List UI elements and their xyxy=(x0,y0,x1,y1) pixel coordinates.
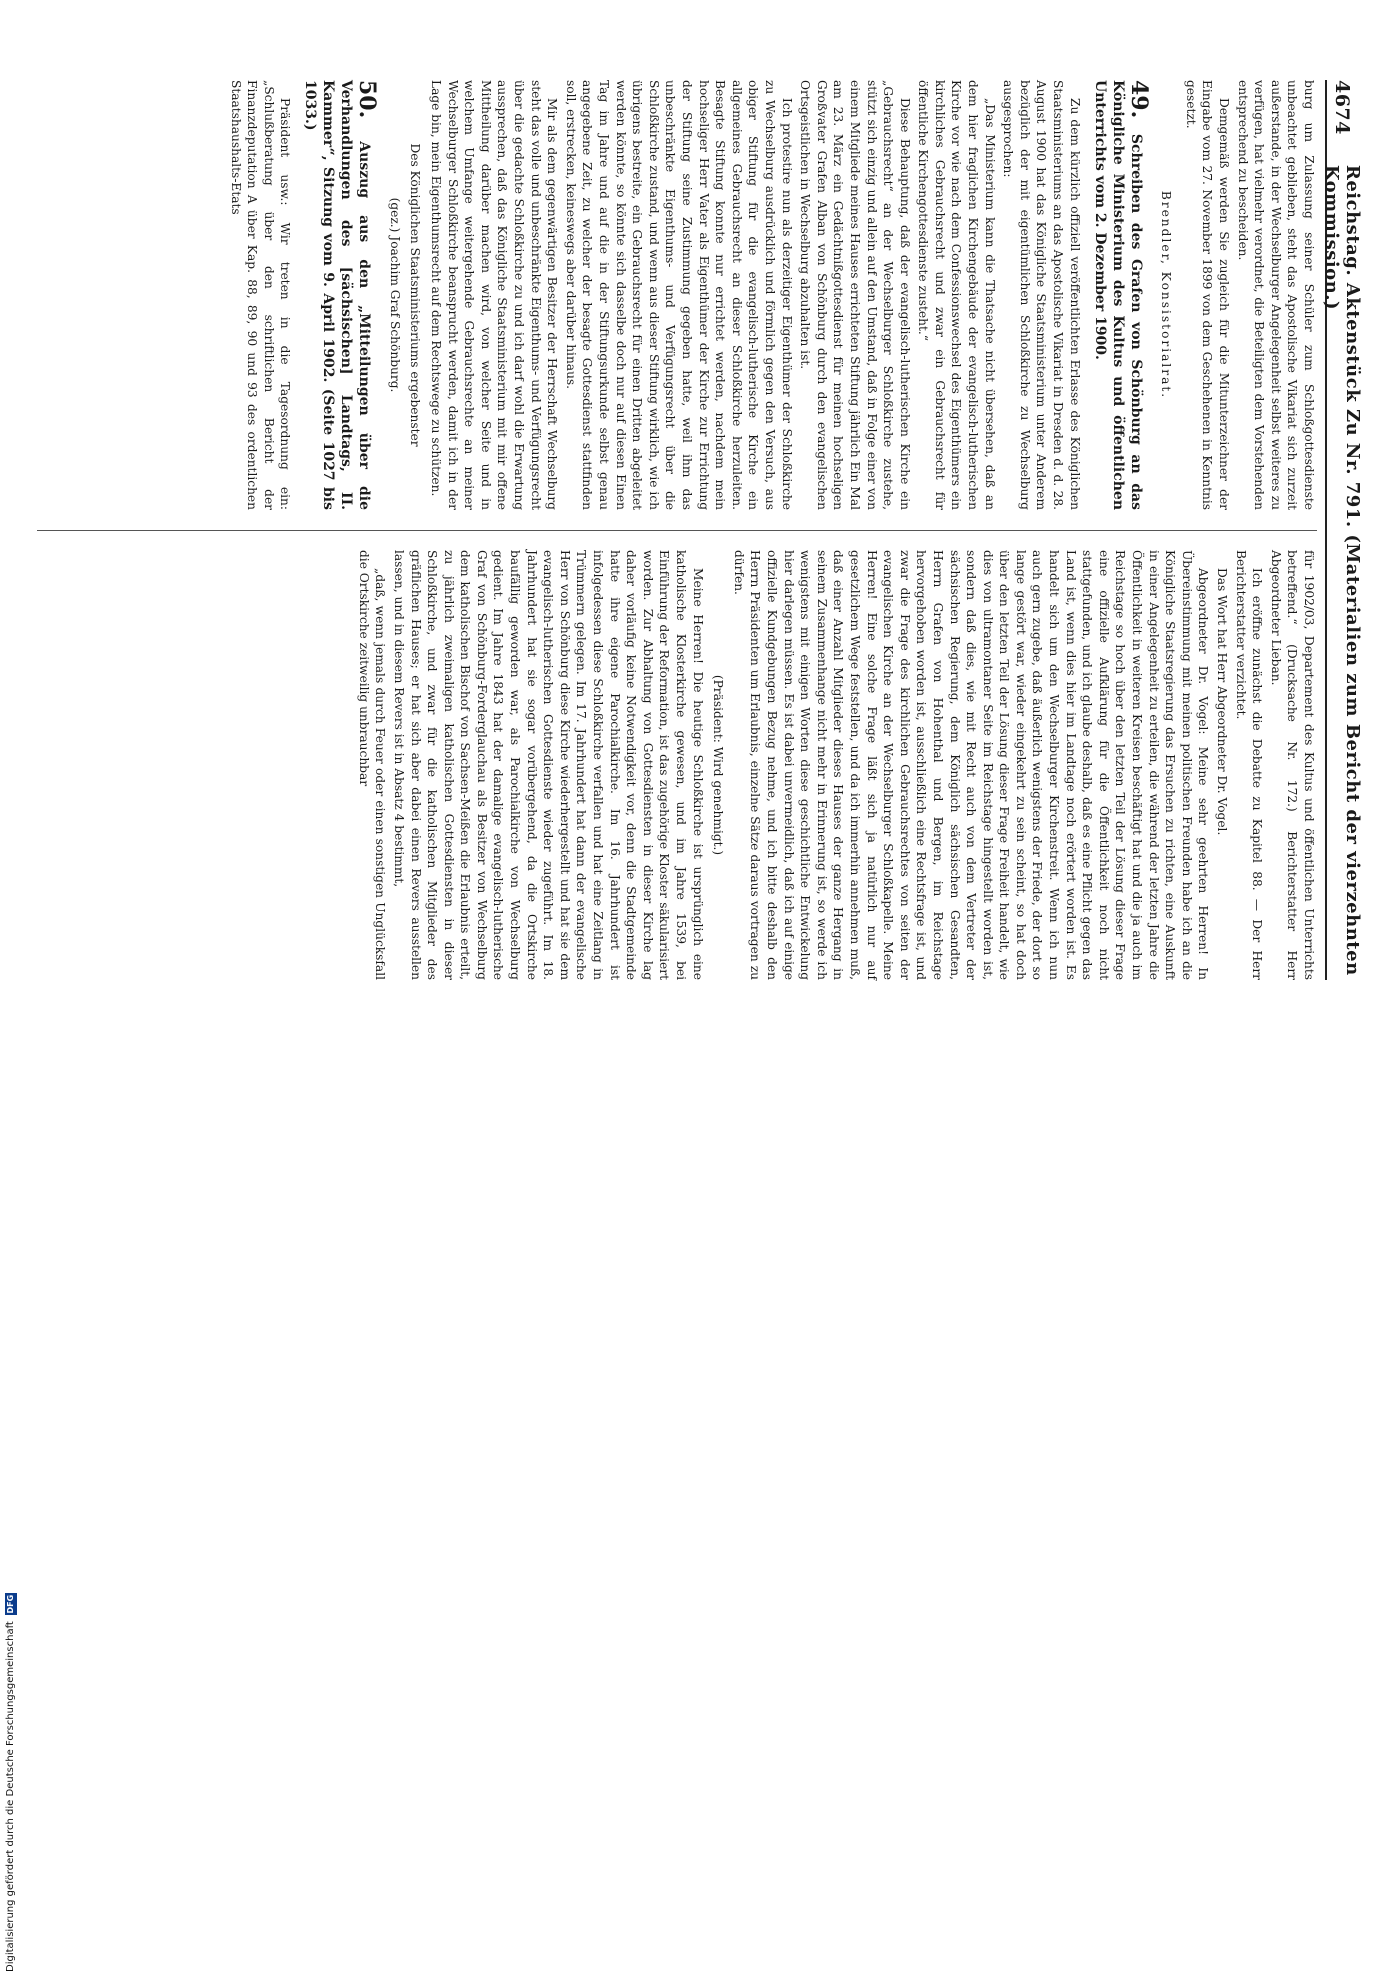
footer-credit xyxy=(2,972,20,1982)
section-title: Schreiben des Grafen von Schönburg an das Königliche Ministerium des Kultus und öffentlichen Unterrichts vom 2. Dezember 1900. xyxy=(1091,80,1144,511)
paragraph: Meine Herren! Die heutige Schloßkirche ist ursprünglich eine katholische Klosterkirche gewesen, und im Jahre 1539, bei Einführung der Reformation, ist das zugehörige Kloster säkularisiert worden. Zur Abhaltung von Gottesdiensten in dieser Kirche lag daher vorläufig keine Notwendigkeit vor, denn die Stadtgemeinde hatte ihre eigene Parochialkirche. Im 16. Jahrhundert ist infolgedessen diese Schloßkirche verfallen und hat eine Zeitlang in Trümmern gelegen. Im 17. Jahrhundert hat dann der evangelische Herr von Schönburg diese Kirche wiederhergestellt und hat sie dem evangelisch-lutherischen Gottesdienste wieder zugeführt. Im 18. Jahrhundert hat sie sogar vorübergehend, da die Ortskirche baufällig geworden war, als Parochialkirche von Wechselburg gedient. Im Jahre 1843 hat der damalige evangelisch-lutherische Graf von Schönburg-Forderglauchau als Besitzer von Wechselburg dem katholischen Bischof von Sachsen-Meißen die Erlaubnis erteilt, zu jährlich zweimaligen katholischen Gottesdiensten in dieser Schloßkirche, und zwar für die katholischen Mitglieder des gräflichen Hauses; er hat sich aber dabei einen Revers ausstellen lassen, und in diesem Revers ist in Absatz 4 bestimmt, xyxy=(391,550,705,980)
signature: (gez.) Joachim Graf Schönburg. xyxy=(387,197,402,393)
page-content xyxy=(37,80,1363,980)
section-heading xyxy=(1091,80,1152,511)
column-divider xyxy=(37,530,1317,531)
left-column xyxy=(225,80,1317,510)
page-header xyxy=(1321,80,1363,980)
paragraph: burg um Zulassung seiner Schüler zum Schloßgottesdienste unbeachtet geblieben, steht das Apostolische Vikariat sich zurzeit außerstande, in der Wechselburger Angelegenheit selbst weiteres zu verfügen, hat vielmehr verordnet, die Beteiligten dem Vorstehenden entsprechend zu bescheiden. xyxy=(1235,80,1316,510)
signer: Brendler, Konsistorialrat. xyxy=(1159,190,1174,400)
paragraph: „daß, wenn jemals durch Feuer oder einen sonstigen Unglücksfall die Ortskirche zeitweilig unbrauchbar xyxy=(356,550,388,980)
paragraph: Ich eröffne zunächst die Debatte zu Kapitel 88. — Der Herr Berichterstatter verzichtet. xyxy=(1233,550,1265,980)
running-title: Reichstag. Aktenstück Zu Nr. 791. (Materialien zum Bericht der vierzehnten Kommission.) xyxy=(1321,164,1363,976)
dfg-logo: DFG xyxy=(6,1594,15,1614)
closing: Des Königlichen Staatsministeriums ergebenster xyxy=(408,143,423,447)
section-heading xyxy=(301,80,381,511)
paragraph: Ich protestire nun als derzeitiger Eigenthümer der Schloßkirche zu Wechselburg ausdrücklich und förmlich gegen den Versuch, aus obiger Stiftung für die evangelisch-lutherische Kirche ein allgemeines Gebrauchsrecht an dieser Schloßkirche herzuleiten. Besagte Stiftung konnte nur errichtet werden, nachdem mein hochseliger Herr Vater als Eigenthümer der Kirche zur Errichtung der Stiftung seine Zustimmung gegeben hatte, weil ihm das unbeschränkte Eigenthums- und Verfügungsrecht über die Schloßkirche zustand, und wenn aus dieser Stiftung wirklich, wie ich übrigens bestreite, ein Gebrauchsrecht für einen Dritten abgeleitet werden könnte, so könnte sich dasselbe doch nur auf diesen Einen Tag im Jahre und auf die in der Stiftungsurkunde selbst genau angegebene Zeit, zu welcher der besagte Gottesdienst stattfinden soll, erstrecken, keineswegs aber darüber hinaus. xyxy=(563,80,794,510)
paragraph: „Das Ministerium kann die Thatsache nicht übersehen, daß an dem hier fraglichen Kirchengebäude der evangelisch-lutherischen Kirche vor wie nach dem Confessionswechsel des Eigenthümers ein kirchliches Gebrauchsrecht und zwar ein Gebrauchsrecht für öffentliche Kirchengottesdienste zusteht.“ xyxy=(916,80,997,510)
page-number: 4674 xyxy=(1331,80,1353,135)
paragraph: Diese Behauptung, daß der evangelisch-lutherischen Kirche ein „Gebrauchsrecht“ an der Wechselburger Schloßkirche zustehe, stützt sich einzig und allein auf den Umstand, daß in Folge einer von einem Mitgliede meines Hauses errichteten Stiftung jährlich Ein Mal am 23. März ein Gedächtnißgottesdienst für meinen hochseligen Großvater Grafen Alban von Schönburg durch den evangelischen Ortsgeistlichen in Wechselburg abzuhalten ist. xyxy=(798,80,912,510)
section-title: Auszug aus den „Mitteilungen über die Verhandlungen des [sächsischen] Landtags, II. Kammer“, Sitzung vom 9. April 1902. (Seite 1027 bis 1033.) xyxy=(302,80,373,511)
section-number: 50. xyxy=(354,80,381,119)
footer-strip xyxy=(0,0,18,1972)
paragraph: (Präsident: Wird genehmigt.) xyxy=(711,674,726,856)
paragraph: für 1902/03, Departement des Kultus und öffentlichen Unterrichts betreffend.“ (Drucksache Nr. 172.) Berichterstatter Herr Abgeordneter Lieban. xyxy=(1268,550,1316,980)
paragraph: Das Wort hat Herr Abgeordneter Dr. Vogel. xyxy=(1215,568,1230,836)
paragraph: Mir als dem gegenwärtigen Besitzer der Herrschaft Wechselburg steht das volle und unbeschränkte Eigenthums- und Verfügungsrecht über die gedachte Schloßkirche zu und ich darf wohl die Erwartung aussprechen, daß das Königliche Staatsministerium mit mir offene Mittheilung darüber machen wird, von welcher Seite und in welchem Umfange weitergehende Gebrauchsrechte an meiner Wechselburger Schloßkirche beansprucht werden, damit ich in der Lage bin, mein Eigenthumsrecht auf dem Rechtswege zu schützen. xyxy=(429,80,560,510)
paragraph: Präsident usw.: Wir treten in die Tagesordnung ein: „Schlußberatung über den schriftlichen Bericht der Finanzdeputation A über Kap. 88, 89, 90 und 93 des ordentlichen Staatshaushalts-Etats xyxy=(228,80,293,510)
paragraph: Abgeordneter Dr. Vogel: Meine sehr geehrten Herren! In Übereinstimmung mit meinen politischen Freunden habe ich an die Königliche Staatsregierung das Ersuchen zu richten, eine Auskunft in einer Angelegenheit zu erteilen, die während der letzten Jahre die Öffentlichkeit in weiteren Kreisen beschäftigt hat und die ja auch im Reichstage so hoch über den letzten Teil der Lösung dieser Frage eine offizielle Aufklärung für die Öffentlichkeit noch nicht stattgefunden, und ich glaube deshalb, daß es eine Pflicht gegen das Land ist, wenn dies hier im Landtage noch erörtert worden ist. Es handelt sich um den Wechselburger Kirchenstreit. Wenn ich nun auch gern zugebe, daß äußerlich wenigstens der Friede, der dort so lange gestört war, wieder eingekehrt zu sein scheint, so hat doch über den letzten Teil der Lösung dieser Frage Freiheit handelt, wie dies von ultramontaner Seite im Reichstage hingestellt worden ist, sondern daß dies, wie mit Recht auch von dem Vertreter der sächsischen Regierung, dem Königlich sächsischen Gesandten, Herrn Grafen von Hohenthal und Bergen, im Reichstage hervorgehoben worden ist, ausschließlich eine Rechtsfrage ist, und zwar die Frage des kirchlichen Gebrauchsrechtes von seiten der evangelischen Kirche an der Wechselburger Schloßkapelle. Meine Herren! Eine solche Frage läßt sich ja natürlich nur auf gesetzlichem Wege feststellen, und da ich immerhin annehmen muß, daß einer Anzahl Mitglieder dieses Hauses der ganze Hergang in seinem Zusammenhange nicht mehr in Erinnerung ist, so werde ich wenigstens mit einigen Worten diese geschichtliche Entwickelung hier darlegen müssen. Es ist dabei unvermeidlich, daß ich auf einige offizielle Kundgebungen Bezug nehme, und ich bitte deshalb den Herrn Präsidenten um Erlaubnis, einzelne Sätze daraus vortragen zu dürfen. xyxy=(731,550,1211,980)
right-column xyxy=(353,550,1317,980)
credit-text: Digitalisierung gefördert durch die Deutsche Forschungsgemeinschaft xyxy=(5,1621,16,1972)
paragraph: Demgemäß werden Sie zugleich für die Mitunterzeichner der Eingabe vom 27. November 1899 von dem Geschehenen in Kenntnis gesetzt. xyxy=(1183,80,1232,510)
section-number: 49. xyxy=(1125,80,1152,119)
paragraph: Zu dem kürzlich offiziell veröffentlichten Erlasse des Königlichen Staatsministeriums an das Apostolische Vikariat in Dresden d. d. 28. August 1900 hat das Königliche Staatsministerium unter Anderem bezüglich der mit eigentümlichen Schloßkirche zu Wechselburg ausgesprochen: xyxy=(1001,80,1082,510)
